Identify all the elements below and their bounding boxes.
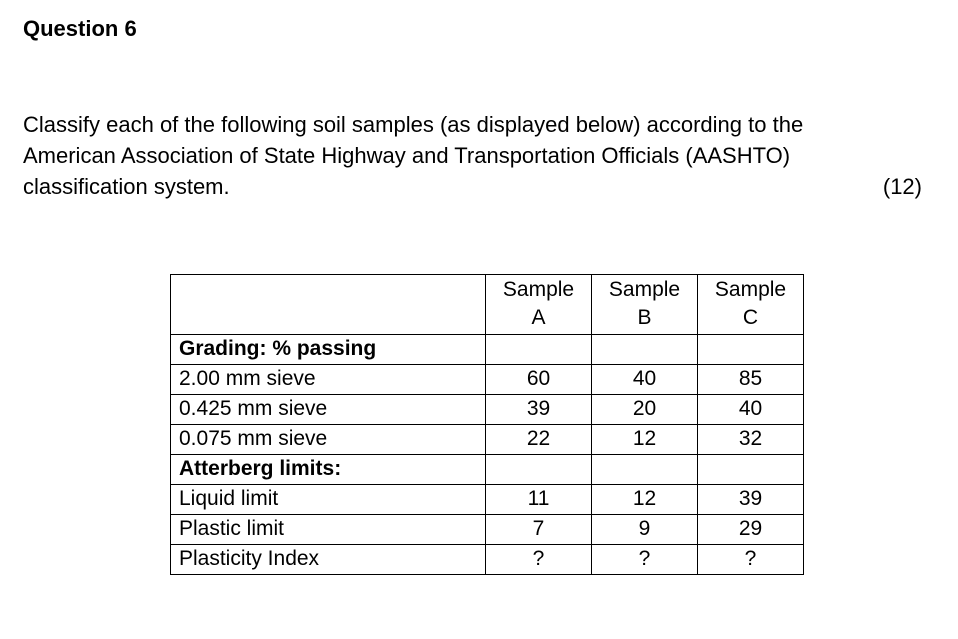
header-sample-c: Sample C	[698, 275, 804, 335]
table-row	[171, 365, 804, 395]
table-cell: ?	[486, 545, 592, 575]
table-cell: ?	[698, 545, 804, 575]
header-empty-cell	[171, 275, 486, 335]
table-row	[171, 335, 804, 365]
section-label-atterberg: Atterberg limits:	[171, 455, 486, 485]
table-cell: 40	[698, 395, 804, 425]
table-cell	[486, 455, 592, 485]
table-cell	[486, 335, 592, 365]
table-cell: 11	[486, 485, 592, 515]
table-cell: ?	[592, 545, 698, 575]
row-label: Plastic limit	[171, 515, 486, 545]
question-title: Question 6	[23, 16, 137, 41]
table-row	[171, 455, 804, 485]
question-text-line-3: classification system.	[23, 174, 230, 199]
row-label: Liquid limit	[171, 485, 486, 515]
table-cell: 40	[592, 365, 698, 395]
table-cell	[592, 335, 698, 365]
header-sample-b: Sample B	[592, 275, 698, 335]
table-cell: 39	[486, 395, 592, 425]
table-cell	[698, 335, 804, 365]
table-cell: 39	[698, 485, 804, 515]
table-row	[171, 515, 804, 545]
header-sample-a: Sample A	[486, 275, 592, 335]
table-cell: 85	[698, 365, 804, 395]
table-row	[171, 425, 804, 455]
table-cell: 20	[592, 395, 698, 425]
table-cell	[592, 455, 698, 485]
table-cell: 32	[698, 425, 804, 455]
table-cell: 12	[592, 425, 698, 455]
question-text-line-1: Classify each of the following soil samples (as displayed below) according to the	[23, 112, 804, 137]
question-marks: (12)	[882, 174, 922, 199]
question-text-line-2: American Association of State Highway and Transportation Officials (AASHTO)	[23, 143, 791, 168]
section-label-grading: Grading: % passing	[171, 335, 486, 365]
row-label: 2.00 mm sieve	[171, 365, 486, 395]
row-label: 0.075 mm sieve	[171, 425, 486, 455]
row-label: 0.425 mm sieve	[171, 395, 486, 425]
row-label: Plasticity Index	[171, 545, 486, 575]
table-cell: 60	[486, 365, 592, 395]
table-cell	[698, 455, 804, 485]
table-cell: 22	[486, 425, 592, 455]
table-cell: 9	[592, 515, 698, 545]
table-cell: 29	[698, 515, 804, 545]
table-header-row	[171, 275, 804, 335]
table-row	[171, 545, 804, 575]
table-row	[171, 485, 804, 515]
table-cell: 7	[486, 515, 592, 545]
soil-samples-table	[170, 274, 804, 575]
table-cell: 12	[592, 485, 698, 515]
question-text	[23, 109, 923, 202]
table-row	[171, 395, 804, 425]
